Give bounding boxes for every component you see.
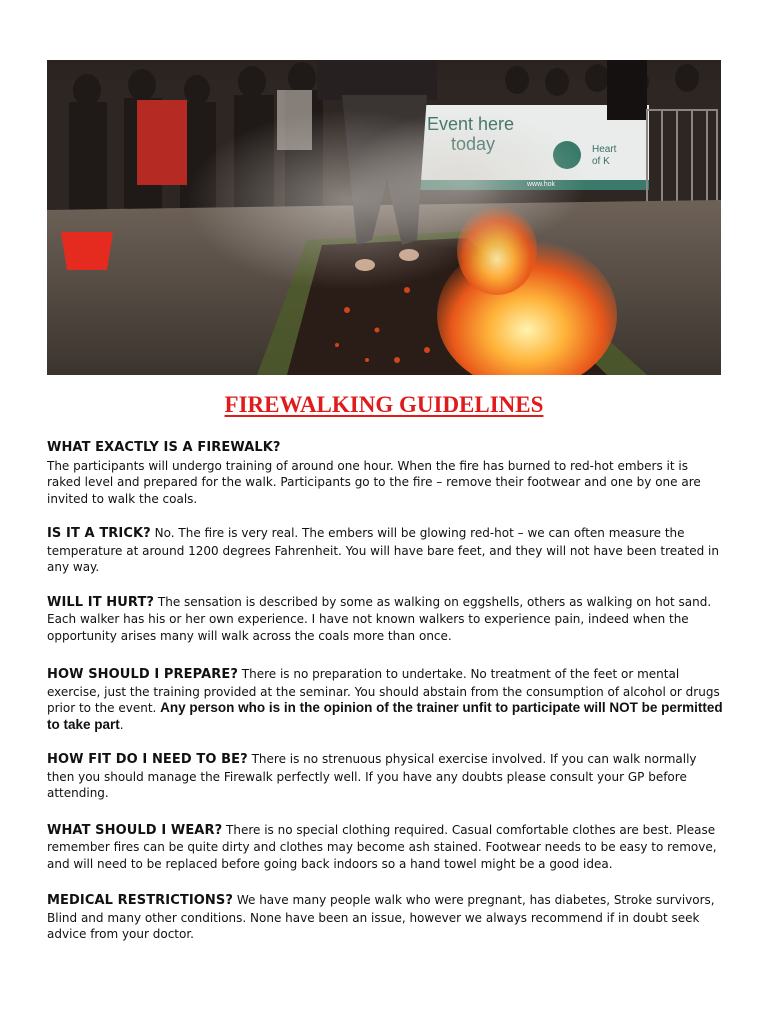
section-prepare	[47, 666, 723, 733]
section-hurt-body: The sensation is described by some as walking on eggshells, others as walking on hot sand. Each walker has his or her own experience. I have not known walkers to experience pain, indeed when the opportunity arises many will walk across the coals more than once.	[47, 594, 712, 643]
section-medical	[47, 892, 723, 943]
section-wear-heading: WHAT SHOULD I WEAR?	[47, 822, 223, 838]
section-what-body: The participants will undergo training of around one hour. When the fire has burned to red-hot embers it is raked level and prepared for the walk. Participants go to the fire – remove their footwear and one by one are invited to walk the coals.	[47, 458, 701, 506]
red-jacket-person	[137, 100, 187, 185]
section-hurt-heading: WILL IT HURT?	[47, 594, 155, 610]
page-title	[0, 392, 768, 418]
firewalk-photo	[47, 60, 721, 375]
banner-small-1: Heart	[592, 144, 617, 155]
section-prepare-heading: HOW SHOULD I PREPARE?	[47, 667, 238, 682]
banner-small-2: of K	[592, 156, 610, 167]
section-medical-body: We have many people walk who were pregnant, has diabetes, Stroke survivors, Blind and many other conditions. None have been an issue, however we always recommend if in doubt seek advice from your doctor.	[47, 893, 715, 941]
section-medical-heading: MEDICAL RESTRICTIONS?	[47, 893, 234, 908]
section-prepare-end: .	[119, 717, 124, 732]
section-what-heading: WHAT EXACTLY IS A FIREWALK?	[47, 440, 281, 455]
guidelines-content	[47, 440, 723, 943]
section-trick	[47, 525, 723, 576]
speaker	[607, 60, 647, 120]
page-title-text: FIREWALKING GUIDELINES	[224, 392, 544, 417]
section-wear-body: There is no special clothing required. Casual comfortable clothes are best. Please remember fires can be quite dirty and clothes may become ash stained. Footwear needs to be easy to remove, and will need to be replaced before going back indoors so a hand towel might be a good idea.	[47, 822, 717, 871]
section-fit	[47, 751, 723, 802]
section-trick-body: No. The fire is very real. The embers will be glowing red-hot – we can often measure the temperature at around 1200 degrees Fahrenheit. You will have bare feet, and they will not have been treated in any way.	[47, 526, 719, 574]
firewalk-illustration	[47, 60, 721, 375]
section-wear	[47, 822, 723, 873]
section-fit-body: There is no strenuous physical exercise involved. If you can walk normally then you should manage the Firewalk perfectly well. If you have any doubts please consult your GP before attending.	[47, 752, 697, 800]
section-what	[47, 440, 723, 507]
section-fit-heading: HOW FIT DO I NEED TO BE?	[47, 752, 248, 767]
section-prepare-emphasis: Any person who is in the opinion of the trainer unfit to participate will NOT be permitted to take part	[47, 700, 723, 732]
red-bucket	[61, 232, 113, 270]
section-prepare-body: There is no preparation to undertake. No treatment of the feet or mental exercise, just the training provided at the seminar. You should abstain from the consumption of alcohol or drugs prior to the event.	[47, 667, 720, 715]
section-hurt	[47, 594, 723, 645]
section-trick-heading: IS IT A TRICK?	[47, 526, 151, 541]
